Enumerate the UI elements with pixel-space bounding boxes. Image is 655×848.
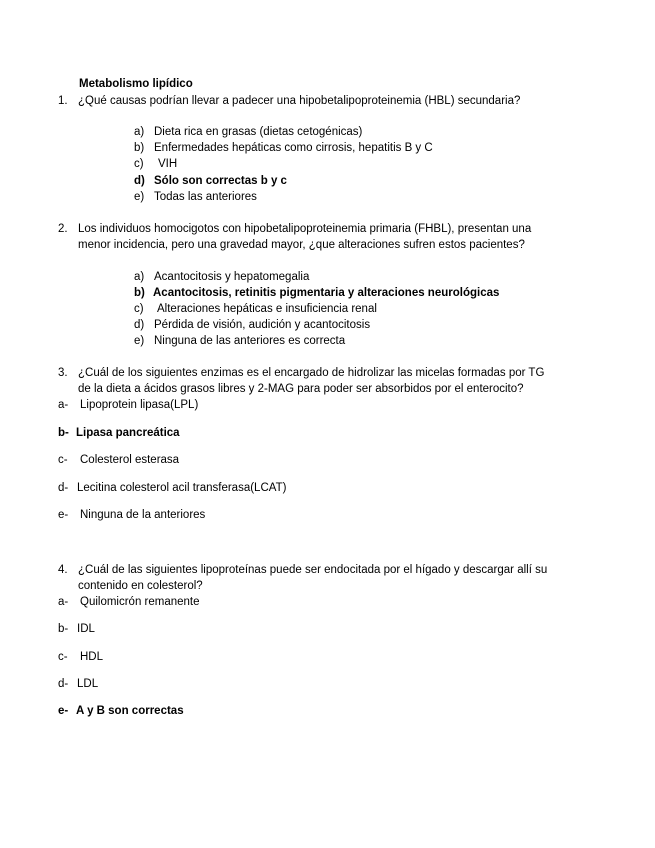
- question-text-line-2: de la dieta a ácidos grasos libres y 2-MAG para poder ser absorbidos por el enterocito?: [78, 383, 524, 395]
- question-number: 3.: [58, 367, 68, 379]
- question-number: 2.: [58, 223, 68, 235]
- option-letter: e-: [58, 509, 69, 521]
- option-text: Todas las anteriores: [154, 191, 257, 203]
- option-letter-correct: b-: [58, 427, 69, 439]
- option-text: Ninguna de las anteriores es correcta: [154, 335, 346, 347]
- option-text: Enfermedades hepáticas como cirrosis, hepatitis B y C: [154, 142, 433, 154]
- option-letter: c-: [58, 454, 68, 466]
- option-text-correct: Sólo son correctas b y c: [154, 175, 287, 187]
- option-text: Quilomicrón remanente: [80, 596, 200, 608]
- option-text: Pérdida de visión, audición y acantocitosis: [154, 319, 371, 331]
- option-letter: e): [134, 335, 145, 347]
- option-text: LDL: [77, 678, 99, 690]
- option-text: Dieta rica en grasas (dietas cetogénicas): [154, 126, 363, 138]
- question-text-line-1: ¿Cuál de los siguientes enzimas es el encargado de hidrolizar las micelas formadas por TG: [78, 367, 545, 379]
- option-letter: d): [134, 319, 145, 331]
- option-text-correct: Lipasa pancreática: [76, 427, 180, 439]
- option-letter: a-: [58, 596, 69, 608]
- question-text: ¿Qué causas podrían llevar a padecer una hipobetalipoproteinemia (HBL) secundaria?: [78, 95, 521, 107]
- document-title: Metabolismo lipídico: [79, 78, 193, 90]
- option-letter: b): [134, 142, 145, 154]
- option-text: Acantocitosis y hepatomegalia: [154, 271, 310, 283]
- option-letter: b-: [58, 623, 69, 635]
- question-text-line-1: Los individuos homocigotos con hipobetalipoproteinemia primaria (FHBL), presentan una: [78, 223, 532, 235]
- option-letter: a): [134, 126, 145, 138]
- option-letter: c): [134, 158, 144, 170]
- option-letter: a-: [58, 399, 69, 411]
- question-number: 1.: [58, 95, 68, 107]
- option-text: Alteraciones hepáticas e insuficiencia renal: [157, 303, 377, 315]
- question-text-line-2: menor incidencia, pero una gravedad mayor, ¿que alteraciones sufren estos pacientes?: [78, 239, 525, 251]
- option-letter: e): [134, 191, 145, 203]
- option-letter: d-: [58, 482, 69, 494]
- option-text-correct: A y B son correctas: [76, 705, 184, 717]
- option-letter: c): [134, 303, 144, 315]
- option-text: Ninguna de la anteriores: [80, 509, 206, 521]
- option-text: Lipoprotein lipasa(LPL): [80, 399, 199, 411]
- option-text: IDL: [77, 623, 95, 635]
- option-text-correct: Acantocitosis, retinitis pigmentaria y alteraciones neurológicas: [153, 287, 500, 299]
- option-text: VIH: [158, 158, 178, 170]
- option-letter: a): [134, 271, 145, 283]
- option-letter-correct: e-: [58, 705, 69, 717]
- question-number: 4.: [58, 564, 68, 576]
- question-text-line-2: contenido en colesterol?: [78, 580, 203, 592]
- option-letter: c-: [58, 651, 68, 663]
- option-letter-correct: d): [134, 175, 145, 187]
- option-letter: d-: [58, 678, 69, 690]
- option-text: Lecitina colesterol acil transferasa(LCAT): [77, 482, 287, 494]
- question-text-line-1: ¿Cuál de las siguientes lipoproteínas puede ser endocitada por el hígado y descargar allí su: [78, 564, 548, 576]
- option-text: Colesterol esterasa: [80, 454, 180, 466]
- option-text: HDL: [80, 651, 104, 663]
- option-letter-correct: b): [134, 287, 145, 299]
